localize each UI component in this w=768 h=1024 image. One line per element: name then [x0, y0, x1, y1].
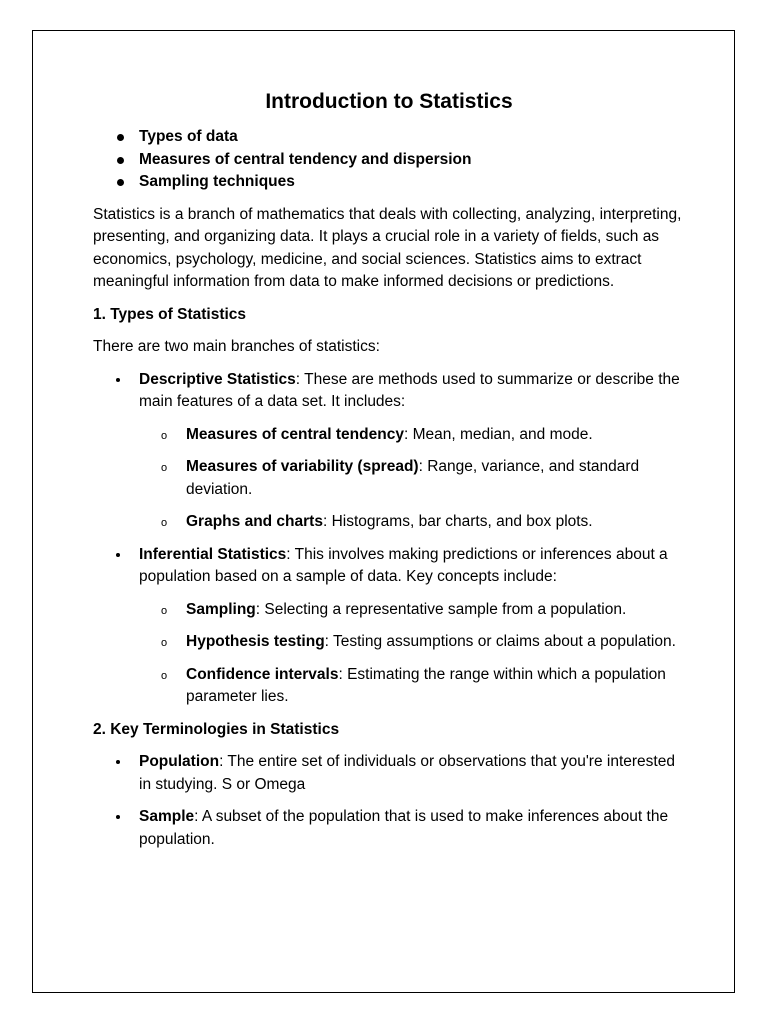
list-item-descriptive [93, 369, 683, 534]
sublist-item [139, 511, 683, 534]
term-description: : Histograms, bar charts, and box plots. [322, 513, 593, 530]
circle-bullet-icon: o [161, 637, 168, 649]
term-description: : Range, variance, and standard deviation. [186, 458, 640, 498]
bullet-icon [116, 378, 120, 382]
section-1-lead: There are two main branches of statistics: [93, 338, 380, 355]
term-label: Sampling [186, 600, 256, 618]
circle-bullet-icon: o [161, 517, 168, 529]
sublist-item [139, 664, 683, 709]
section-1-heading: 1. Types of Statistics [93, 305, 247, 323]
document-body [93, 88, 683, 861]
bullet-icon [116, 760, 120, 764]
circle-bullet-icon: o [161, 429, 168, 442]
list-item-sample [93, 806, 683, 851]
term-label: Inferential Statistics [139, 545, 287, 563]
sublist-item [139, 631, 683, 654]
term-description: : This involves making predictions or inferences about a population based on a sample of data. Key concepts include: [139, 545, 668, 585]
term-label: Graphs and charts [186, 513, 323, 530]
topic-item: Types of data [93, 126, 683, 149]
term-description: : The entire set of individuals or observations that you're interested in studying. S or Omega [139, 753, 675, 793]
term-description: : Estimating the range within which a population parameter lies. [186, 665, 666, 705]
list-item-population [93, 751, 683, 796]
document-title: Introduction to Statistics [265, 90, 513, 113]
descriptive-sublist [139, 424, 683, 534]
terminology-list [93, 751, 683, 851]
term-description: : Selecting a representative sample from a population. [255, 600, 627, 618]
term-label: Descriptive Statistics [139, 370, 296, 388]
bullet-icon [116, 553, 120, 557]
section-2-heading: 2. Key Terminologies in Statistics [93, 720, 340, 738]
term-label: Hypothesis testing [186, 633, 325, 650]
list-item-inferential [93, 544, 683, 709]
term-description: : Mean, median, and mode. [403, 425, 593, 443]
term-description: : A subset of the population that is used to make inferences about the population. [139, 808, 669, 848]
topic-item: Sampling techniques [93, 171, 683, 194]
circle-bullet-icon: o [161, 462, 168, 474]
term-label: Measures of central tendency [186, 425, 404, 443]
term-label: Confidence intervals [186, 665, 339, 683]
term-label: Sample [139, 808, 195, 825]
sublist-item [139, 456, 683, 501]
term-description: : Testing assumptions or claims about a population. [324, 633, 676, 650]
topic-item: Measures of central tendency and dispersion [93, 149, 683, 172]
term-label: Population [139, 753, 220, 770]
term-label: Measures of variability (spread) [186, 458, 419, 475]
circle-bullet-icon: o [161, 669, 168, 682]
term-description: : These are methods used to summarize or describe the main features of a data set. It includes: [139, 370, 680, 410]
circle-bullet-icon: o [161, 604, 168, 617]
topic-list [93, 126, 683, 194]
bullet-icon [116, 815, 120, 819]
statistics-branches-list [93, 369, 683, 709]
intro-paragraph: Statistics is a branch of mathematics that deals with collecting, analyzing, interpreting, presenting, and organizing data. It plays a crucial role in a variety of fields, such as economics, psychology, medicine, and social sciences. Statistics aims to extract meaningful information from data to make informed decisions or predictions. [93, 205, 682, 290]
sublist-item [139, 599, 683, 622]
sublist-item [139, 424, 683, 447]
inferential-sublist [139, 599, 683, 709]
